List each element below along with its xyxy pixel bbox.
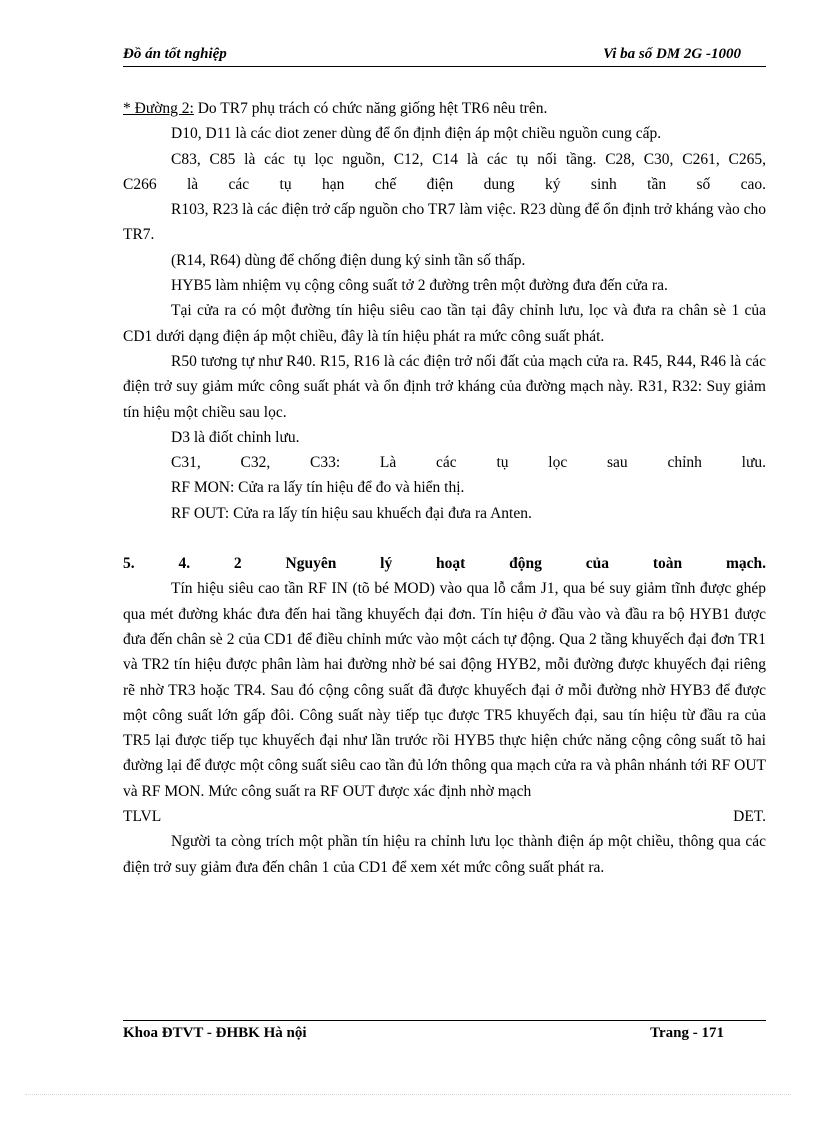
spacer <box>123 526 766 551</box>
paragraph-tai: Tại cửa ra có một đường tín hiệu siêu cao tần tại đây chỉnh lưu, lọc và đưa ra chân sè 1 của CD1 dưới dạng điện áp một chiều, đây là tín hiệu phát ra mức công suất phát. <box>123 302 766 345</box>
det-word: DET. <box>733 808 766 826</box>
paragraph-last: Người ta còng trích một phần tín hiệu ra chỉnh lưu lọc thành điện áp một chiều, thông qua các điện trở suy giảm đưa đến chân 1 của CD1 để xem xét mức công suất phát ra. <box>123 833 766 876</box>
paragraph-duong2 <box>123 96 766 121</box>
duong2-label: * Đường 2: <box>123 100 194 117</box>
paragraph-c83: C83, C85 là các tụ lọc nguồn, C12, C14 là các tụ nối tầng. C28, C30, C261, C265, <box>171 150 766 168</box>
paragraph-main: Tín hiệu siêu cao tần RF IN (tõ bé MOD) vào qua lỗ cắm J1, qua bé suy giảm tĩnh được ghép qua mét đường khác đưa đến hai tầng khuyếch đại đơn. Tín hiệu ở đầu vào và đầu ra bộ HYB1 được đưa đến chân sè 2 của CD1 để điều chỉnh mức vào một cách tự động. Qua 2 tầng khuyếch đại đơn TR1 và TR2 tín hiệu được phân làm hai đường nhờ bé sai động HYB2, mỗi đường được khuyếch đại riêng rẽ nhờ TR3 hoặc TR4. Sau đó cộng công suất đã được khuyếch đại ở mỗi đường nhờ HYB3 để được một công suất lớn gấp đôi. Công suất này tiếp tục được TR5 khuyếch đại, sau tín hiệu từ đầu ra của TR5 lại được tiếp tục khuyếch đại như lần trước rồi HYB5 thực hiện chức năng cộng công suất tõ hai đường lại để được một công suất siêu cao tần đủ lớn thông qua mạch cửa ra và phân nhánh tới RF OUT và RF MON. Mức công suất ra RF OUT được xác định nhờ mạch <box>123 580 766 800</box>
page-header <box>123 46 766 66</box>
paragraph-c266: C266 là các tụ hạn chế điện dung ký sinh tần số cao. <box>123 175 766 193</box>
section-heading: 5. 4. 2 Nguyên lý hoạt động của toàn mạch. <box>123 555 766 573</box>
page-edge-divider <box>25 1094 791 1095</box>
header-title: Đồ án tốt nghiệp <box>123 46 227 62</box>
paragraph-d3: D3 là điốt chỉnh lưu. <box>171 428 300 446</box>
paragraph-c31: C31, C32, C33: Là các tụ lọc sau chỉnh lưu. <box>171 454 766 472</box>
duong2-text: Do TR7 phụ trách có chức năng giống hệt TR6 nêu trên. <box>193 100 548 117</box>
paragraph-d10: D10, D11 là các diot zener dùng để ổn định điện áp một chiều nguồn cung cấp. <box>171 125 662 143</box>
footer-rule <box>123 1020 766 1021</box>
paragraph-r50: R50 tương tự như R40. R15, R16 là các điện trở nối đất của mạch cửa ra. R45, R44, R46 là các điện trở suy giảm mức công suất phát và ổn định trở kháng của đường mạch này. R31, R32: Suy giảm tín hiệu một chiều sau lọc. <box>123 352 766 421</box>
header-subject: Vi ba số DM 2G -1000 <box>603 46 741 62</box>
paragraph-tlvl-line <box>123 804 766 829</box>
paragraph-r14: (R14, R64) dùng để chống điện dung ký sinh tần số thấp. <box>171 251 526 269</box>
paragraph-r103: R103, R23 là các điện trở cấp nguồn cho TR7 làm việc. R23 dùng để ổn định trở kháng vào cho TR7. <box>123 201 766 244</box>
paragraph-hyb5: HYB5 làm nhiệm vụ cộng công suất tở 2 đường trên một đường đưa đến cửa ra. <box>171 277 668 295</box>
footer-department: Khoa ĐTVT - ĐHBK Hà nội <box>123 1025 307 1041</box>
tlvl-word: TLVL <box>123 808 162 826</box>
paragraph-rfout: RF OUT: Cửa ra lấy tín hiệu sau khuếch đại đưa ra Anten. <box>171 504 532 522</box>
page-number: Trang - 171 <box>650 1025 724 1041</box>
header-rule <box>123 66 766 67</box>
page-footer <box>123 1025 766 1045</box>
page-body <box>123 96 766 880</box>
paragraph-rfmon: RF MON: Cửa ra lấy tín hiệu để đo và hiển thị. <box>171 479 465 497</box>
